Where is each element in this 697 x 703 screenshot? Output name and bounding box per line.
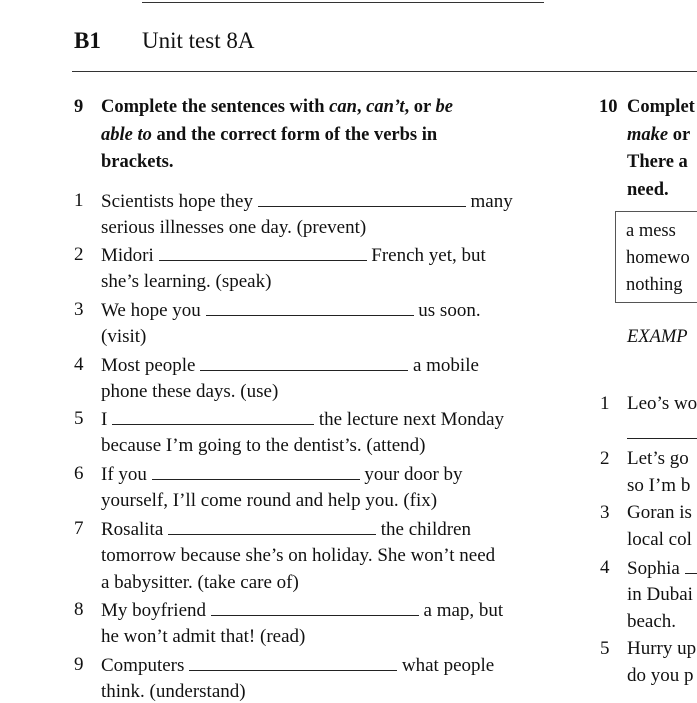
- answer-blank: [206, 299, 414, 316]
- answer-blank: [168, 518, 376, 535]
- item-line-2: tomorrow because she’s on holiday. She won’t need: [101, 545, 496, 566]
- item-line-2: she’s learning. (speak): [101, 271, 272, 292]
- exercise-9-number: 9: [74, 97, 84, 117]
- item-text-after: a mobile: [412, 355, 479, 376]
- item-text-before: Midori: [101, 245, 154, 266]
- item-text-after: what people: [401, 655, 495, 676]
- item-text-before: If you: [101, 464, 147, 485]
- item-line-2: do you p: [627, 665, 694, 686]
- item-number: 5: [600, 638, 610, 659]
- answer-blank: [685, 557, 697, 574]
- answer-blank: [627, 438, 697, 439]
- item-number: 5: [74, 408, 84, 429]
- item-text-after: us soon.: [418, 300, 481, 321]
- item-line: [627, 557, 697, 580]
- item-line-2: serious illnesses one day. (prevent): [101, 217, 367, 238]
- item-line: [627, 448, 689, 470]
- item-text-before: We hope you: [101, 300, 201, 321]
- item-number: 4: [74, 354, 84, 375]
- item-number: 2: [74, 244, 84, 265]
- instruction-line: [101, 97, 453, 118]
- item-line-2: because I’m going to the dentist’s. (attend): [101, 435, 426, 456]
- item-line-2: local col: [627, 529, 692, 550]
- item-text: Goran is: [627, 502, 692, 523]
- instruction-segment: , or: [404, 97, 436, 117]
- instruction-segment: and the correct form of the verbs in: [151, 124, 438, 145]
- instruction-segment: can’t: [366, 97, 405, 117]
- item-line: [101, 244, 486, 267]
- item-line: [627, 502, 692, 524]
- item-line-2: so I’m b: [627, 475, 691, 496]
- item-text-before: Rosalita: [101, 519, 164, 540]
- item-text-before: I: [101, 409, 108, 430]
- item-number: 4: [600, 557, 610, 578]
- item-line-2: he won’t admit that! (read): [101, 626, 306, 647]
- exercise-10-number: 10: [599, 97, 618, 117]
- item-text-after: the lecture next Monday: [318, 409, 505, 430]
- item-text-before: Computers: [101, 655, 185, 676]
- instruction-line: [101, 152, 173, 173]
- item-number: 8: [74, 599, 84, 620]
- item-number: 9: [74, 654, 84, 675]
- item-line-3: beach.: [627, 611, 677, 632]
- item-text-after: French yet, but: [371, 245, 486, 266]
- word-box-item: a mess: [626, 221, 676, 241]
- item-line: [101, 354, 479, 377]
- instruction-segment: brackets.: [101, 152, 174, 172]
- item-line: [101, 299, 481, 322]
- instruction-segment: There a: [627, 152, 688, 172]
- item-text-before: My boyfriend: [101, 600, 207, 621]
- instruction-segment: Complete the sentences with: [101, 97, 330, 117]
- item-text-after: your door by: [364, 464, 463, 485]
- instruction-segment: be: [435, 97, 453, 117]
- item-text: Leo’s wo: [627, 393, 697, 414]
- instruction-segment: make: [627, 124, 669, 145]
- item-text-after: many: [470, 191, 513, 212]
- answer-blank: [159, 244, 367, 261]
- instruction-segment: able to: [101, 124, 152, 145]
- item-line-2: (visit): [101, 326, 147, 347]
- item-line: [101, 190, 513, 213]
- item-number: 3: [600, 502, 610, 523]
- item-text: Hurry up: [627, 638, 697, 659]
- item-text-before: Scientists hope they: [101, 191, 253, 212]
- item-line-2: yourself, I’ll come round and help you. (fix): [101, 490, 438, 511]
- answer-blank: [189, 654, 397, 671]
- word-box-item: homewo: [626, 248, 690, 268]
- example-label: EXAMP: [627, 327, 688, 347]
- answer-blank: [258, 190, 466, 207]
- item-line: [101, 599, 503, 622]
- instruction-segment: or: [668, 124, 691, 145]
- instruction-line: [627, 180, 669, 201]
- item-number: 7: [74, 518, 84, 539]
- word-box-item: nothing: [626, 275, 683, 295]
- item-number: 2: [600, 448, 610, 469]
- item-line-3: a babysitter. (take care of): [101, 572, 299, 593]
- instruction-segment: can: [329, 97, 357, 117]
- item-line-2: in Dubai: [627, 584, 693, 605]
- instruction-segment: need.: [627, 179, 669, 200]
- instruction-line: [101, 125, 437, 146]
- item-text-after: a map, but: [423, 600, 504, 621]
- instruction-segment: Complet: [627, 97, 695, 117]
- item-number: 1: [600, 393, 610, 414]
- answer-blank: [200, 354, 408, 371]
- item-line-2: phone these days. (use): [101, 381, 279, 402]
- header-rule: [72, 71, 697, 72]
- item-line: [627, 638, 696, 660]
- instruction-line: [627, 97, 695, 118]
- item-number: 3: [74, 299, 84, 320]
- item-line-2: think. (understand): [101, 681, 246, 702]
- item-text-before: Most people: [101, 355, 196, 376]
- top-rule: [142, 2, 544, 3]
- instruction-segment: ,: [356, 97, 367, 117]
- item-text-after: the children: [380, 519, 471, 540]
- unit-code: B1: [74, 28, 101, 53]
- answer-blank: [112, 408, 314, 425]
- word-box: [615, 211, 697, 303]
- item-text: Let’s go: [627, 448, 689, 469]
- item-number: 6: [74, 463, 84, 484]
- item-line: [101, 463, 463, 486]
- item-line: [101, 654, 494, 677]
- item-line: [101, 518, 471, 541]
- instruction-line: [627, 152, 688, 173]
- item-text: Sophia: [627, 558, 680, 579]
- item-line: [101, 408, 504, 431]
- item-line: [627, 393, 697, 415]
- page-title: Unit test 8A: [142, 28, 255, 53]
- answer-blank: [152, 463, 360, 480]
- answer-blank: [211, 599, 419, 616]
- item-number: 1: [74, 190, 84, 211]
- instruction-line: [627, 125, 690, 146]
